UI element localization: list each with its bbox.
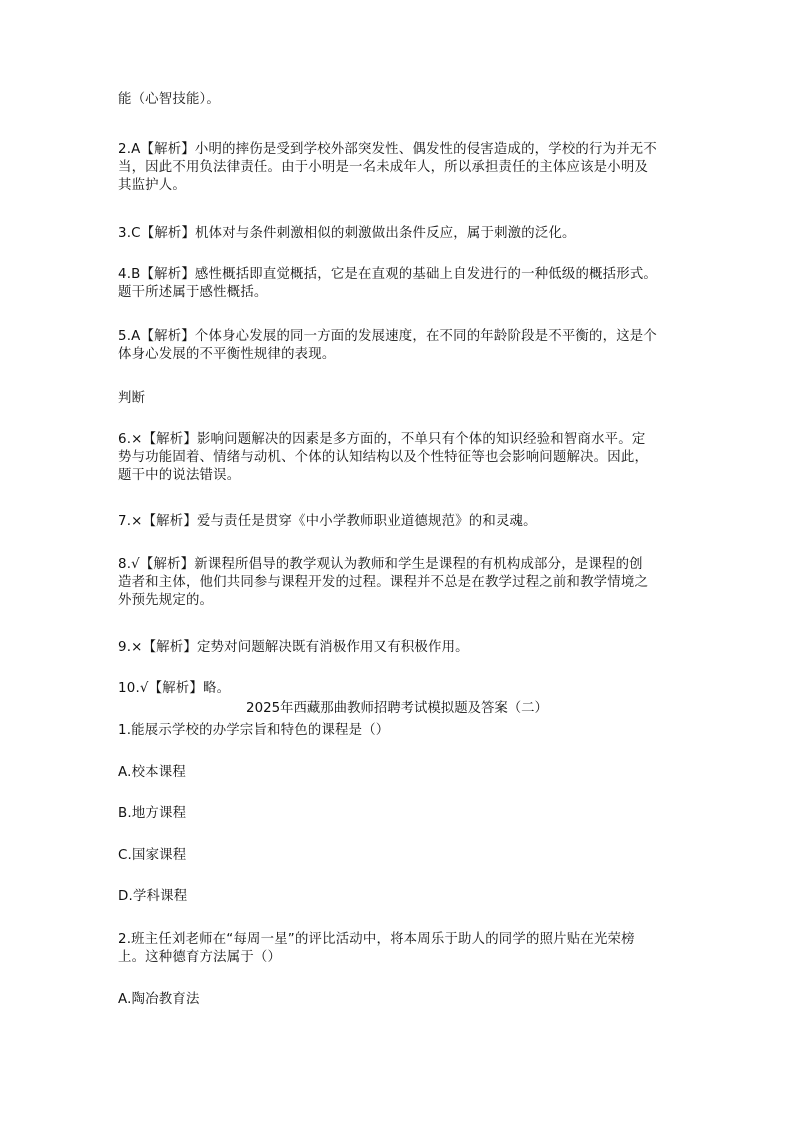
- paragraph: [118, 722, 698, 740]
- text-line: 6.×【解析】影响问题解决的因素是多方面的，不单只有个体的知识经验和智商水平。定: [118, 432, 646, 447]
- text-line: 10.√【解析】略。: [118, 681, 231, 696]
- paragraph: [118, 390, 698, 408]
- text-line: 1.能展示学校的办学宗旨和特色的课程是（）: [118, 723, 390, 738]
- text-line: A.陶冶教育法: [118, 992, 200, 1007]
- text-line: 势与功能固着、情绪与动机、个体的认知结构以及个性特征等也会影响问题解决。因此，: [118, 450, 649, 465]
- text-line: 上。这种德育方法属于（）: [118, 950, 282, 965]
- paragraph: [118, 266, 698, 302]
- paragraph: [118, 225, 698, 243]
- paragraph: [118, 513, 698, 531]
- paragraph: [118, 91, 698, 109]
- paragraph: [118, 639, 698, 657]
- text-line: 4.B【解析】感性概括即直觉概括，它是在直观的基础上自发进行的一种低级的概括形式。: [118, 267, 658, 282]
- text-line: 5.A【解析】个体身心发展的同一方面的发展速度，在不同的年龄阶段是不平衡的，这是个: [118, 329, 657, 344]
- text-line: C.国家课程: [118, 848, 187, 863]
- text-line: D.学科课程: [118, 889, 188, 904]
- text-line: 造者和主体，他们共同参与课程开发的过程。课程并不总是在教学过程之前和教学情境之: [118, 575, 649, 590]
- paragraph: [118, 764, 698, 782]
- text-line: 8.√【解析】新课程所倡导的教学观认为教师和学生是课程的有机构成部分，是课程的创: [118, 557, 643, 572]
- paragraph: [118, 141, 698, 195]
- text-line: 题干所述属于感性概括。: [118, 285, 268, 300]
- text-line: 其监护人。: [118, 178, 186, 193]
- text-line: 2.班主任刘老师在“每周一星”的评比活动中，将本周乐于助人的同学的照片贴在光荣榜: [118, 932, 635, 947]
- paragraph: [118, 805, 698, 823]
- text-line: 3.C【解析】机体对与条件刺激相似的刺激做出条件反应，属于刺激的泛化。: [118, 226, 576, 241]
- paragraph: [118, 556, 698, 610]
- paragraph: [118, 847, 698, 865]
- text-line: 外预先规定的。: [118, 593, 214, 608]
- paragraph: [118, 680, 698, 698]
- text-line: 9.×【解析】定势对问题解决既有消极作用又有积极作用。: [118, 640, 469, 655]
- text-line: 2.A【解析】小明的摔伤是受到学校外部突发性、偶发性的侵害造成的，学校的行为并无不: [118, 142, 657, 157]
- text-line: 能（心智技能）。: [118, 92, 221, 107]
- paragraph: [118, 328, 698, 364]
- text-line: 7.×【解析】爱与责任是贯穿《中小学教师职业道德规范》的和灵魂。: [118, 514, 537, 529]
- paragraph: [118, 931, 698, 967]
- section-title: 2025年西藏那曲教师招聘考试模拟题及答案（二）: [246, 701, 548, 716]
- text-line: 当，因此不用负法律责任。由于小明是一名未成年人，所以承担责任的主体应该是小明及: [118, 160, 649, 175]
- text-line: 题干中的说法错误。: [118, 468, 241, 483]
- text-line: 判断: [118, 391, 146, 406]
- text-line: B.地方课程: [118, 806, 187, 821]
- paragraph: [118, 888, 698, 906]
- text-line: A.校本课程: [118, 765, 186, 780]
- paragraph: [118, 431, 698, 485]
- text-line: 体身心发展的不平衡性规律的表现。: [118, 347, 336, 362]
- paragraph: [118, 991, 698, 1009]
